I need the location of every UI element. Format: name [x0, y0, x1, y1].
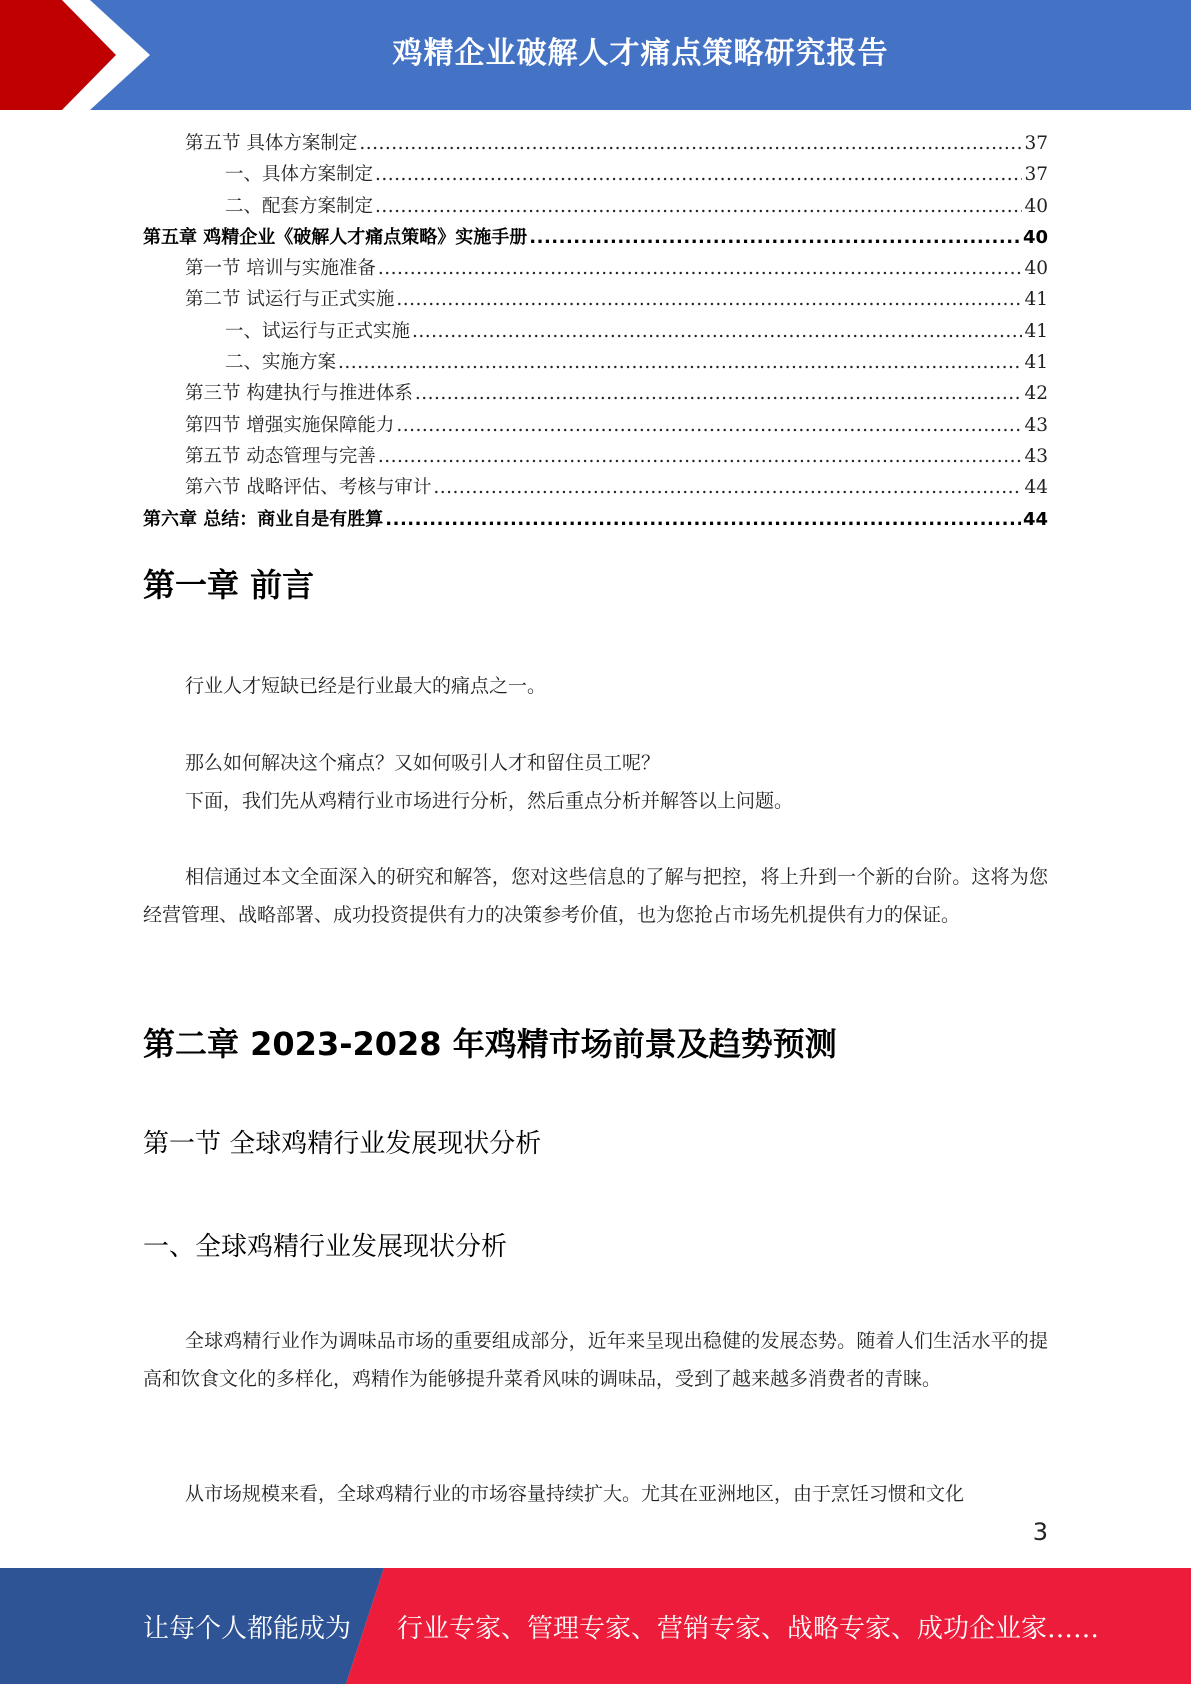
toc-dot-leader [396, 284, 1022, 315]
toc-entry-page: 41 [1024, 289, 1048, 311]
toc-entry-page: 40 [1024, 258, 1048, 280]
toc-entry-page: 37 [1024, 164, 1048, 186]
toc-entry-page: 44 [1024, 477, 1048, 499]
toc-entry-page: 43 [1024, 445, 1048, 467]
paragraph-intro-4: 相信通过本文全面深入的研究和解答，您对这些信息的了解与把控，将上升到一个新的台阶。这将为您经营管理、战略部署、成功投资提供有力的决策参考价值，也为您抢占市场先机提供有力的保证。 [143, 866, 1048, 926]
footer-slogan-right: 行业专家、管理专家、营销专家、战略专家、成功企业家…… [397, 1614, 1100, 1644]
toc-entry-title: 一、具体方案制定 [225, 164, 374, 186]
toc-dot-leader [415, 378, 1023, 409]
toc-entry-title: 第六章 总结：商业自是有胜算 [143, 508, 384, 530]
page-number: 3 [1032, 1518, 1048, 1546]
toc-entry-page: 42 [1024, 383, 1048, 405]
toc-entry-page: 44 [1022, 508, 1048, 530]
paragraph-intro-1: 行业人才短缺已经是行业最大的痛点之一。 [185, 675, 547, 697]
paragraph-global-2: 从市场规模来看，全球鸡精行业的市场容量持续扩大。尤其在亚洲地区，由于烹饪习惯和文化 [185, 1483, 965, 1505]
toc-entry[interactable] [143, 472, 1048, 503]
toc-entry[interactable] [143, 441, 1048, 472]
subsection-1-heading: 一、全球鸡精行业发展现状分析 [143, 1232, 508, 1262]
toc-entry[interactable] [143, 410, 1048, 441]
footer-slogan-left: 让每个人都能成为 [143, 1614, 352, 1644]
toc-entry[interactable] [143, 347, 1048, 378]
toc-entry[interactable] [143, 378, 1048, 409]
toc-entry-title: 第五节 动态管理与完善 [185, 445, 376, 467]
chapter-2-heading: 第二章 2023-2028 年鸡精市场前景及趋势预测 [143, 1025, 837, 1063]
toc-entry[interactable] [143, 222, 1048, 253]
toc-entry-title: 第一节 培训与实施准备 [185, 258, 376, 280]
toc-entry[interactable] [143, 128, 1048, 159]
paragraph-intro-3: 下面，我们先从鸡精行业市场进行分析，然后重点分析并解答以上问题。 [185, 790, 794, 812]
toc-dot-leader [529, 222, 1021, 253]
toc-entry-title: 第六节 战略评估、考核与审计 [185, 477, 432, 499]
toc-dot-leader [375, 159, 1022, 190]
toc-dot-leader [385, 504, 1021, 535]
toc-entry[interactable] [143, 316, 1048, 347]
toc-entry-title: 第五章 鸡精企业《破解人才痛点策略》实施手册 [143, 226, 528, 248]
toc-entry[interactable] [143, 191, 1048, 222]
page-footer [0, 1568, 1191, 1684]
toc-dot-leader [396, 410, 1022, 441]
toc-entry-page: 43 [1024, 414, 1048, 436]
toc-entry-page: 40 [1022, 226, 1048, 248]
toc-dot-leader [359, 128, 1022, 159]
toc-entry-title: 第三节 构建执行与推进体系 [185, 383, 413, 405]
paragraph-global-1: 全球鸡精行业作为调味品市场的重要组成部分，近年来呈现出稳健的发展态势。随着人们生活水平的提高和饮食文化的多样化，鸡精作为能够提升菜肴风味的调味品，受到了越来越多消费者的青睐。 [143, 1330, 1048, 1390]
section-1-heading: 第一节 全球鸡精行业发展现状分析 [143, 1129, 542, 1159]
toc-entry-title: 第五节 具体方案制定 [185, 133, 358, 154]
toc-entry-title: 一、试运行与正式实施 [225, 320, 411, 342]
page-header [0, 0, 1191, 110]
toc-entry[interactable] [143, 159, 1048, 190]
toc-entry-page: 40 [1024, 195, 1048, 217]
toc-entry[interactable] [143, 284, 1048, 315]
table-of-contents [143, 128, 1048, 535]
paragraph-intro-2: 那么如何解决这个痛点？又如何吸引人才和留住员工呢？ [185, 752, 661, 774]
toc-entry-title: 第四节 增强实施保障能力 [185, 414, 395, 436]
header-title: 鸡精企业破解人才痛点策略研究报告 [392, 36, 889, 71]
toc-entry-title: 二、实施方案 [225, 352, 337, 374]
toc-entry[interactable] [143, 504, 1048, 535]
chapter-1-heading: 第一章 前言 [143, 566, 315, 604]
toc-entry-page: 41 [1024, 352, 1048, 374]
toc-dot-leader [433, 472, 1022, 503]
toc-entry-page: 41 [1024, 320, 1048, 342]
toc-entry[interactable] [143, 253, 1048, 284]
toc-entry-title: 第二节 试运行与正式实施 [185, 289, 395, 311]
toc-dot-leader [412, 316, 1022, 347]
toc-dot-leader [378, 253, 1023, 284]
toc-dot-leader [338, 347, 1022, 378]
toc-entry-page: 37 [1024, 133, 1048, 154]
toc-entry-title: 二、配套方案制定 [225, 195, 374, 217]
toc-dot-leader [378, 441, 1023, 472]
toc-dot-leader [375, 191, 1022, 222]
